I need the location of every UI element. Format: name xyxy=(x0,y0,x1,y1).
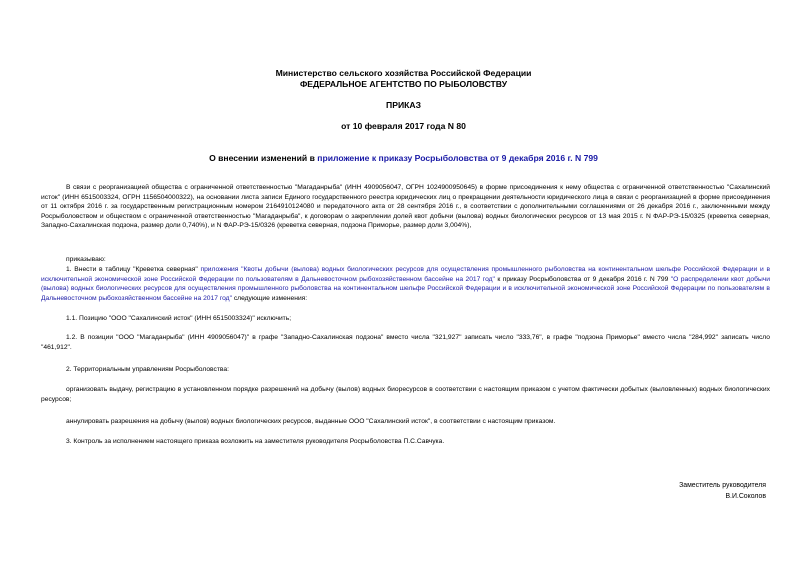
p1-order-link[interactable]: "О распределении квот добычи (вылова) водных биологических ресурсов для осуществления промышленного рыболовства на континентальном шельфе Российской Федерации и в исключительной экономической зоне Российской Федерации по пользователям в Дальневосточном рыбохозяйственном бассейне на 2017 год" xyxy=(41,275,770,302)
agency-heading: ФЕДЕРАЛЬНОЕ АГЕНТСТВО ПО РЫБОЛОВСТВУ xyxy=(299,79,508,89)
paragraph-1 xyxy=(41,265,770,303)
order-word: приказываю: xyxy=(66,256,106,263)
p1-text-c: следующие изменения: xyxy=(231,294,308,302)
date-number-heading: от 10 февраля 2017 года N 80 xyxy=(341,121,466,131)
signature-name: В.И.Соколов xyxy=(725,493,766,500)
doc-type-heading: ПРИКАЗ xyxy=(386,100,421,110)
p1-text-a: 1. Внести в таблицу "Креветка северная" xyxy=(66,266,201,273)
paragraph-1-2: 1.2. В позиции "ООО "Магаданрыба" (ИНН 4909056047)" в графе "Западно-Сахалинская подзона" вместо числа "321,927" записать число "333,76", в графе "подзона Приморье" вместо числа "284,992" записать число "461,912". xyxy=(41,334,770,351)
paragraph-1-1: 1.1. Позицию "ООО "Сахалинский исток" (ИНН 6515003324)" исключить; xyxy=(66,315,292,322)
p1-text-b: к приказу Росрыболовства от 9 декабря 2016 г. N 799 xyxy=(494,275,671,283)
paragraph-2-b: аннулировать разрешения на добычу (вылов) водных биологических ресурсов, выданные ООО "Сахалинский исток", в соответствии с настоящим приказом. xyxy=(66,418,556,425)
ministry-heading: Министерство сельского хозяйства Российской Федерации xyxy=(275,68,532,78)
paragraph-2: 2. Территориальным управлениям Росрыболовства: xyxy=(66,366,229,373)
document-title xyxy=(0,153,807,164)
title-link[interactable]: приложение к приказу Росрыболовства от 9 декабря 2016 г. N 799 xyxy=(317,153,598,163)
paragraph-2-a: организовать выдачу, регистрацию в установленном порядке разрешений на добычу (вылов) водных биоресурсов в соответствии с настоящим приказом с учетом фактически добытых (выловленных) водных биологических ресурсов; xyxy=(41,386,770,403)
p1-appendix-link[interactable]: приложения "Квоты добычи (вылова) водных биологических ресурсов для осуществления промышленного рыболовства на континентальном шельфе Российской Федерации и в исключительной экономической зоне Российской Федерации по пользователям в Дальневосточном рыбохозяйственном бассейне на 2017 год" xyxy=(41,266,771,283)
title-prefix: О внесении изменений в xyxy=(209,153,318,163)
signature-position: Заместитель руководителя xyxy=(679,482,766,489)
paragraph-3: 3. Контроль за исполнением настоящего приказа возложить на заместителя руководителя Росрыболовства П.С.Савчука. xyxy=(66,438,445,445)
intro-paragraph: В связи с реорганизацией общества с ограниченной ответственностью "Магаданрыба" (ИНН 4909056047, ОГРН 1024900950645) в форме присоединения к нему общества с ограниченной ответственностью "Сахалинский исток" (ИНН 6515003324, ОГРН 1156504000322), на основании листа записи Единого государственного реестра юридических лиц о прекращении деятельности юридического лица в связи с реорганизацией в форме присоединения от 11 октября 2016 г. за государственным регистрационным номером 2164910124080 и передаточного акта от 28 сентября 2016 г., в соответствии с дополнительными соглашениями от 26 декабря 2016 г., заключенными между Росрыболовством и обществом с ограниченной ответственностью "Магаданрыба", к договорам о закреплении долей квот добычи (вылова) водных биологических ресурсов от 13 мая 2015 г. N ФАР-РЭ-15/0325 (креветка северная, Западно-Сахалинская подзона, размер доли 0,740%), и N ФАР-РЭ-15/0326 (креветка северная, подзона Приморье, размер доли 3,004%), xyxy=(41,184,770,230)
